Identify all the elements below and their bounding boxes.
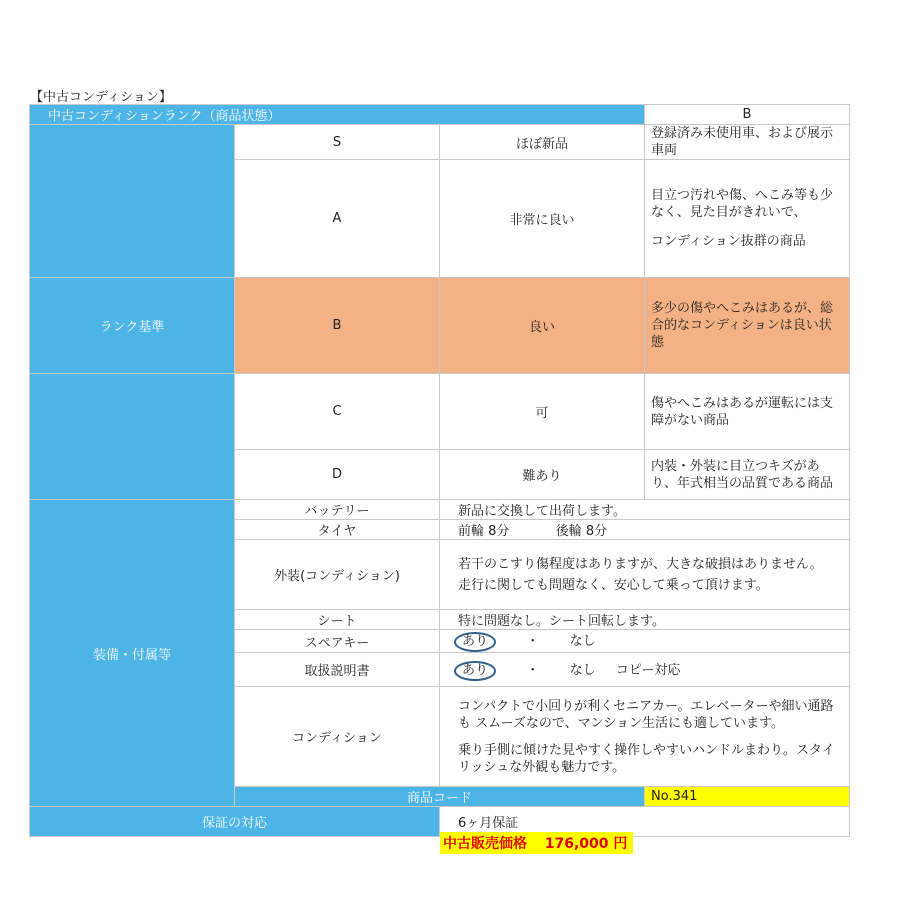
rank-letter: D xyxy=(235,450,440,500)
rank-description: 傷やへこみはあるが運転には支障がない商品 xyxy=(645,374,850,450)
equip-item-value xyxy=(440,540,850,610)
exterior-line-1: 若干のこすり傷程度はありますが、大きな破損はありません。 xyxy=(458,556,823,572)
equip-item-label: バッテリー xyxy=(235,500,440,520)
equipment-label: 装備・付属等 xyxy=(30,500,235,807)
exterior-line-2: 走行に関しても問題なく、安心して乗って頂けます。 xyxy=(458,577,769,593)
rank-criteria-label: ランク基準 xyxy=(30,278,235,374)
price-value: 176,000 xyxy=(544,836,609,852)
condition-table xyxy=(29,104,850,837)
rank-header-label: 中古コンディションランク（商品状態） xyxy=(30,105,645,125)
equip-item-label: 取扱説明書 xyxy=(235,653,440,687)
rank-header-row xyxy=(30,105,850,125)
rank-name: 可 xyxy=(440,374,645,450)
manual-copy: コピー対応 xyxy=(615,662,681,678)
rank-description: 多少の傷やへこみはあるが、総合的なコンディションは良い状態 xyxy=(645,278,850,374)
rank-row-c xyxy=(30,374,850,450)
equip-item-value: 特に問題なし。シート回転します。 xyxy=(440,610,850,630)
warranty-label: 保証の対応 xyxy=(30,807,440,837)
equip-item-value xyxy=(440,630,850,653)
rank-description: 内装・外装に目立つキズがあり、年式相当の品質である商品 xyxy=(645,450,850,500)
price-label: 中古販売価格 xyxy=(443,836,527,852)
equip-item-label: 外装(コンディション) xyxy=(235,540,440,610)
product-code-value: No.341 xyxy=(645,787,850,807)
rank-letter: A xyxy=(235,160,440,278)
condition-paragraph-1: コンパクトで小回りが利くセニアカー。エレベーターや細い通路も スムーズなので、マンション生活にも適しています。 xyxy=(458,698,834,731)
rank-criteria-blank-top xyxy=(30,125,235,278)
price-unit: 円 xyxy=(613,836,628,852)
condition-paragraph-2: 乗り手側に傾けた見やすく操作しやすいハンドルまわり。スタイリッシュな外観も魅力です。 xyxy=(458,742,835,775)
page-title: 【中古コンディション】 xyxy=(30,90,172,105)
equip-item-label: スペアキー xyxy=(235,630,440,653)
equip-row-battery xyxy=(30,500,850,520)
separator: ・ xyxy=(526,662,540,678)
price-banner xyxy=(440,832,633,854)
rank-criteria-blank-bottom xyxy=(30,374,235,500)
equip-item-value xyxy=(440,653,850,687)
warranty-value: 6ヶ月保証 xyxy=(440,807,850,837)
equip-item-label: コンディション xyxy=(235,687,440,787)
equip-item-value: 新品に交換して出荷します。 xyxy=(440,500,850,520)
rank-row-b xyxy=(30,278,850,374)
spare-key-yes-circled: あり xyxy=(454,632,496,652)
rank-name: ほぼ新品 xyxy=(440,125,645,160)
rank-name: 非常に良い xyxy=(440,160,645,278)
rank-name: 難あり xyxy=(440,450,645,500)
rank-row-s xyxy=(30,125,850,160)
rank-description xyxy=(645,160,850,278)
manual-no: なし xyxy=(569,662,596,678)
separator: ・ xyxy=(526,634,540,649)
rank-value: B xyxy=(645,105,850,125)
tire-rear: 後輪 8分 xyxy=(555,524,608,539)
manual-yes-circled: あり xyxy=(454,661,496,681)
equip-item-label: タイヤ xyxy=(235,520,440,540)
equip-item-label: シート xyxy=(235,610,440,630)
rank-letter: C xyxy=(235,374,440,450)
rank-letter: B xyxy=(235,278,440,374)
rank-letter: S xyxy=(235,125,440,160)
product-code-label: 商品コード xyxy=(235,787,645,807)
equip-item-value xyxy=(440,520,850,540)
rank-description: 登録済み未使用車、および展示車両 xyxy=(645,125,850,160)
rank-name: 良い xyxy=(440,278,645,374)
rank-description-line: コンディション抜群の商品 xyxy=(651,234,806,249)
tire-front: 前輪 8分 xyxy=(458,524,510,539)
spare-key-no: なし xyxy=(569,634,596,649)
rank-description-line: 目立つ汚れや傷、へこみ等も少なく、見た目がきれいで、 xyxy=(651,188,834,220)
equip-item-value xyxy=(440,687,850,787)
